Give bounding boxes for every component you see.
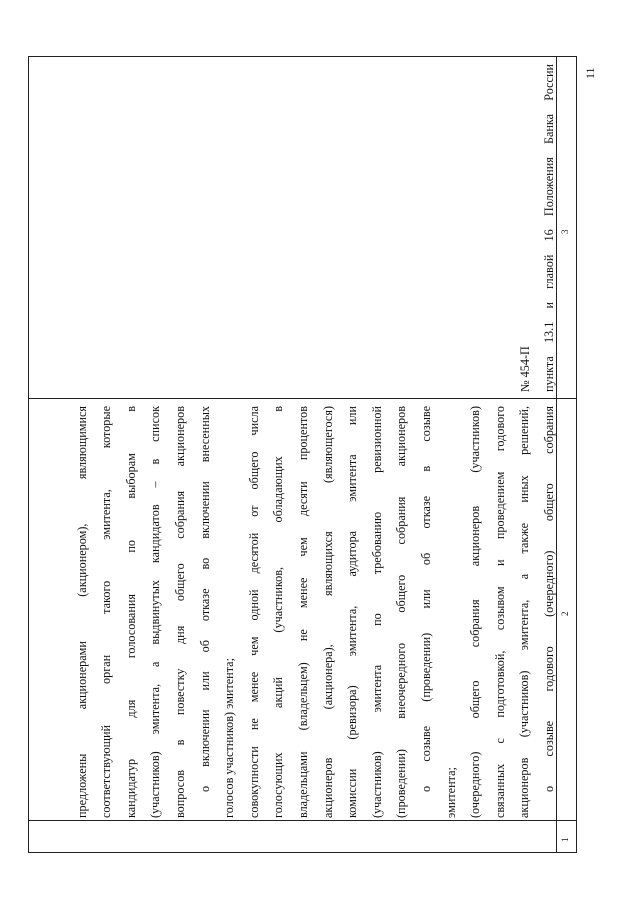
col2-line-9: комиссии (ревизора) эмитента, аудитора эмитента или [345, 406, 360, 818]
col2-line-13: совокупности не менее чем одной десятой от общего числа [246, 406, 261, 818]
col2-line-3: связанных с подготовкой, созывом и проведением годового [492, 406, 507, 818]
col2-line-17: (участников) эмитента, а выдвинутых кандидатов – в список [148, 406, 163, 818]
col2-line-8: (участников) эмитента по требованию ревизионной [369, 406, 384, 818]
col-separator-2-3 [28, 398, 577, 399]
table-border-right [576, 56, 577, 853]
col2-line-14: голосов участников) эмитента; [222, 658, 237, 818]
col3-line-2: № 454-П [518, 346, 532, 392]
col2-line-5: эмитента; [443, 767, 458, 818]
col-separator-1-2 [28, 820, 577, 821]
column-number-2: 2 [560, 611, 570, 616]
col2-line-4: (очередного) общего собрания акционеров (участников) [468, 406, 483, 818]
column-number-3: 3 [560, 229, 570, 234]
col2-line-12: голосующих акций (участников, обладающих в [271, 406, 286, 818]
col2-line-20: предложены акционерами (акционером), являющимися [74, 406, 89, 818]
col2-line-19: соответствующий орган такого эмитента, которые [99, 406, 114, 818]
col2-line-18: кандидатур для голосования по выборам в [123, 406, 138, 818]
col2-line-15: о включении или об отказе во включении внесенных [197, 406, 212, 792]
page-number: 11 [583, 67, 597, 79]
col2-line-10: акционеров (акционера), являющихся (являющегося) [320, 406, 335, 818]
header-divider [28, 56, 577, 57]
col2-line-1: о созыве годового (очередного) общего собрания [542, 406, 556, 792]
column-number-1: 1 [560, 837, 570, 842]
table-border-left [28, 56, 29, 853]
col2-line-2: акционеров (участников) эмитента, а также иных решений, [517, 406, 532, 818]
col2-line-7: (проведении) внеочередного общего собрания акционеров [394, 406, 409, 818]
col2-line-6: о созыве (проведении) или об отказе в созыве [419, 406, 433, 792]
table-border-bottom [28, 852, 577, 853]
col2-line-16: вопросов в повестку дня общего собрания акционеров [173, 406, 187, 818]
col3-line-1: пункта 13.1 и главой 16 Положения Банка России [542, 64, 556, 392]
col2-line-11: владельцами (владельцем) не менее чем десяти процентов [296, 406, 310, 818]
